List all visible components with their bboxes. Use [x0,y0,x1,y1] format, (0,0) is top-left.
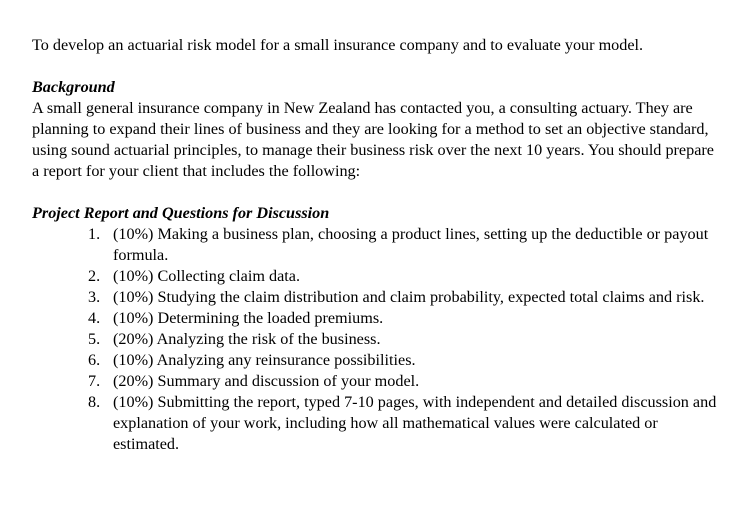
background-section [32,77,722,182]
list-item-text: (10%) Submitting the report, typed 7-10 pages, with independent and detailed discussion and explanation of your work, including how all mathematical values were calculated or estimated. [113,393,717,453]
list-item-text: (10%) Collecting claim data. [113,267,300,285]
project-item-list [32,224,722,455]
list-item-text: (10%) Making a business plan, choosing a product lines, setting up the deductible or payout formula. [113,225,709,264]
list-item-number: 4. [88,309,101,327]
project-section [32,203,722,455]
list-item-number: 6. [88,351,101,369]
list-item-text: (10%) Studying the claim distribution and claim probability, expected total claims and risk. [113,288,705,306]
background-heading: Background [32,78,115,96]
list-item [32,371,722,392]
list-item-text: (20%) Summary and discussion of your model. [113,372,420,390]
list-item [32,350,722,371]
list-item [32,266,722,287]
list-item-text: (10%) Analyzing any reinsurance possibilities. [113,351,416,369]
list-item-text: (20%) Analyzing the risk of the business. [113,330,381,348]
list-item-number: 1. [88,225,101,243]
list-item-number: 8. [88,393,101,411]
list-item [32,329,722,350]
list-item-number: 3. [88,288,101,306]
intro-paragraph: To develop an actuarial risk model for a small insurance company and to evaluate your model. [32,36,644,54]
background-paragraph: A small general insurance company in New Zealand has contacted you, a consulting actuary. They are planning to expand their lines of business and they are looking for a method to set an objective standard, using sound actuarial principles, to manage their business risk over the next 10 years. You should prepare a report for your client that includes the following: [32,99,714,180]
list-item-text: (10%) Determining the loaded premiums. [113,309,384,327]
list-item [32,287,722,308]
project-heading: Project Report and Questions for Discussion [32,204,330,222]
document-page [32,35,722,455]
list-item-number: 5. [88,330,101,348]
list-item [32,224,722,266]
list-item [32,392,722,455]
list-item-number: 2. [88,267,101,285]
list-item [32,308,722,329]
list-item-number: 7. [88,372,101,390]
